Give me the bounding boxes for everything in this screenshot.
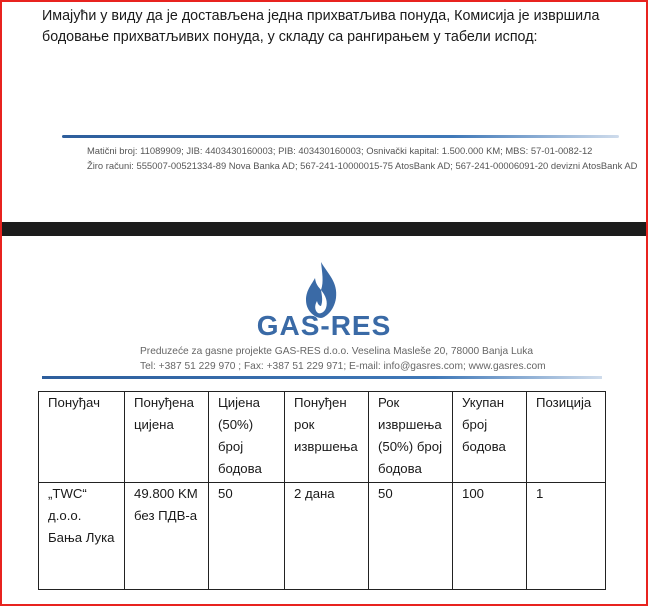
header-cell-total-points: Укупан број бодова <box>453 392 527 483</box>
document-page-bottom <box>2 236 646 606</box>
header-cell-price-points: Цијена (50%) број бодова <box>209 392 285 483</box>
cell-total-points: 100 <box>453 483 527 590</box>
header-cell-position: Позиција <box>527 392 606 483</box>
intro-paragraph <box>42 6 627 48</box>
cell-offered-deadline: 2 дана <box>285 483 369 590</box>
cell-bidder: „TWC“ д.о.о. Бања Лука <box>39 483 125 590</box>
registration-line-2: Žiro računi: 555007-00521334-89 Nova Banka AD; 567-241-10000015-75 AtosBank AD; 567-241-00006091-20 devizni AtosBank AD <box>87 160 638 171</box>
document-page-top <box>2 2 646 224</box>
cell-deadline-points: 50 <box>369 483 453 590</box>
table-row <box>39 483 606 590</box>
company-logo-text: GAS-RES <box>256 310 392 341</box>
page-separator <box>2 222 646 236</box>
cell-offered-price: 49.800 KM без ПДВ-а <box>125 483 209 590</box>
header-cell-offered-price: Понуђена цијена <box>125 392 209 483</box>
cell-position: 1 <box>527 483 606 590</box>
company-contact: Tel: +387 51 229 970 ; Fax: +387 51 229 971; E-mail: info@gasres.com; www.gasres.com <box>140 361 546 372</box>
table-header-row <box>39 392 606 483</box>
cell-price-points: 50 <box>209 483 285 590</box>
registration-footer <box>87 143 638 173</box>
footer-divider <box>62 135 619 138</box>
intro-line-1: Имајући у виду да је достављена једна прихватљива понуда, Комисија је извршила <box>42 8 600 24</box>
ranking-table <box>38 391 606 590</box>
registration-line-1: Matični broj: 11089909; JIB: 4403430160003; PIB: 403430160003; Osnivački kapital: 1.500.000 KM; MBS: 57-01-0082-12 <box>87 145 593 156</box>
header-cell-offered-deadline: Понуђен рок извршења <box>285 392 369 483</box>
intro-line-2: бодовање прихватљивих понуда, у складу са рангирањем у табели испод: <box>42 29 538 45</box>
letterhead-divider <box>42 376 602 379</box>
header-cell-deadline-points: Рок извршења (50%) број бодова <box>369 392 453 483</box>
company-address: Preduzeće za gasne projekte GAS-RES d.o.o. Veselina Masleše 20, 78000 Banja Luka <box>140 346 534 357</box>
header-cell-bidder: Понуђач <box>39 392 125 483</box>
